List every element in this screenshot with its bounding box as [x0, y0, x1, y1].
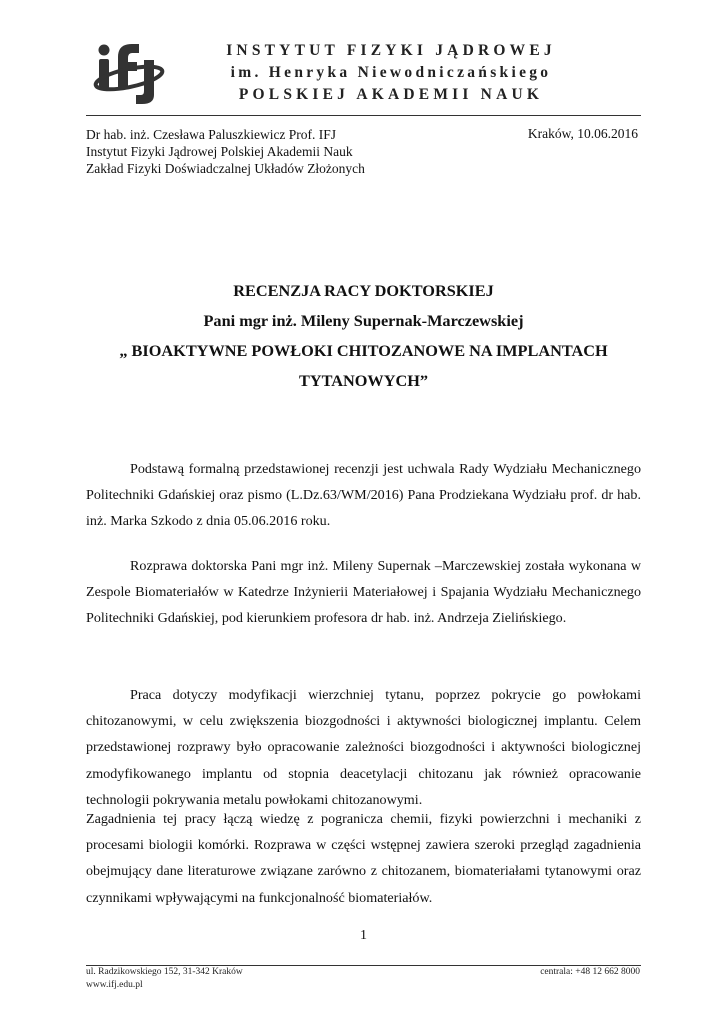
place-and-date: Kraków, 10.06.2016 — [527, 126, 638, 141]
institute-name-line-1: INSTYTUT FIZYKI JĄDROWEJ — [226, 42, 556, 59]
thesis-title-line-2: TYTANOWYCH” — [298, 371, 429, 390]
body-paragraph-3: Praca dotyczy modyfikacji wierzchniej tytanu, poprzez pokrycie go powłokami chitozanowymi, w celu zwiększenia biozgodności i aktywności biologicznej implantu. Celem przedstawionej rozprawy było opracowanie zależności biozgodności i aktywności biologicznej zmodyfikowanego implantu od stopnia deacetylacji chitozanu jak również opracowanie technologii pokrywania metalu powłokami chitozanowymi. — [86, 687, 641, 808]
footer-divider — [86, 965, 641, 966]
sender-department: Zakład Fizyki Doświadczalnej Układów Złożonych — [86, 161, 365, 176]
footer-phone: centrala: +48 12 662 8000 — [540, 967, 640, 977]
institute-name-line-3: POLSKIEJ AKADEMII NAUK — [238, 86, 544, 103]
sender-name: Dr hab. inż. Czesława Paluszkiewicz Prof. IFJ — [86, 127, 337, 142]
thesis-title-line-1: „ BIOAKTYWNE POWŁOKI CHITOZANOWE NA IMPLANTACH — [119, 341, 608, 360]
body-paragraph-4: Zagadnienia tej pracy łączą wiedzę z pogranicza chemii, fizyki powierzchni i mechaniki z procesami biologii komórki. Rozprawa w części wstępnej zawiera szeroki przegląd zagadnienia obejmujący dane literaturowe związane zarówno z chitozanem, biomateriałami tytanowymi oraz czynnikami wpływającymi na funkcjonalność biomateriałów. — [86, 811, 641, 906]
institute-name-line-2: im. Henryka Niewodniczańskiego — [230, 64, 552, 81]
header-divider — [86, 115, 641, 116]
sender-institute: Instytut Fizyki Jądrowej Polskiej Akademii Nauk — [86, 144, 353, 159]
footer-website: www.ifj.edu.pl — [86, 980, 143, 990]
review-title: RECENZJA RACY DOKTORSKIEJ — [233, 281, 494, 300]
footer-address: ul. Radzikowskiego 152, 31-342 Kraków — [86, 967, 243, 977]
ifj-logo-icon — [92, 40, 166, 106]
body-paragraph-2: Rozprawa doktorska Pani mgr inż. Mileny Supernak –Marczewskiej została wykonana w Zespole Biomateriałów w Katedrze Inżynierii Materiałowej i Spajania Wydziału Mechanicznego Politechniki Gdańskiej, pod kierunkiem profesora dr hab. inż. Andrzeja Zielińskiego. — [86, 558, 641, 627]
candidate-name: Pani mgr inż. Mileny Supernak-Marczewskiej — [203, 311, 524, 330]
body-paragraph-1: Podstawą formalną przedstawionej recenzji jest uchwala Rady Wydziału Mechanicznego Politechniki Gdańskiej oraz pismo (L.Dz.63/WM/2016) Pana Prodziekana Wydziału prof. dr hab. inż. Marka Szkodo z dnia 05.06.2016 roku. — [86, 461, 641, 530]
page-number: 1 — [360, 928, 367, 943]
